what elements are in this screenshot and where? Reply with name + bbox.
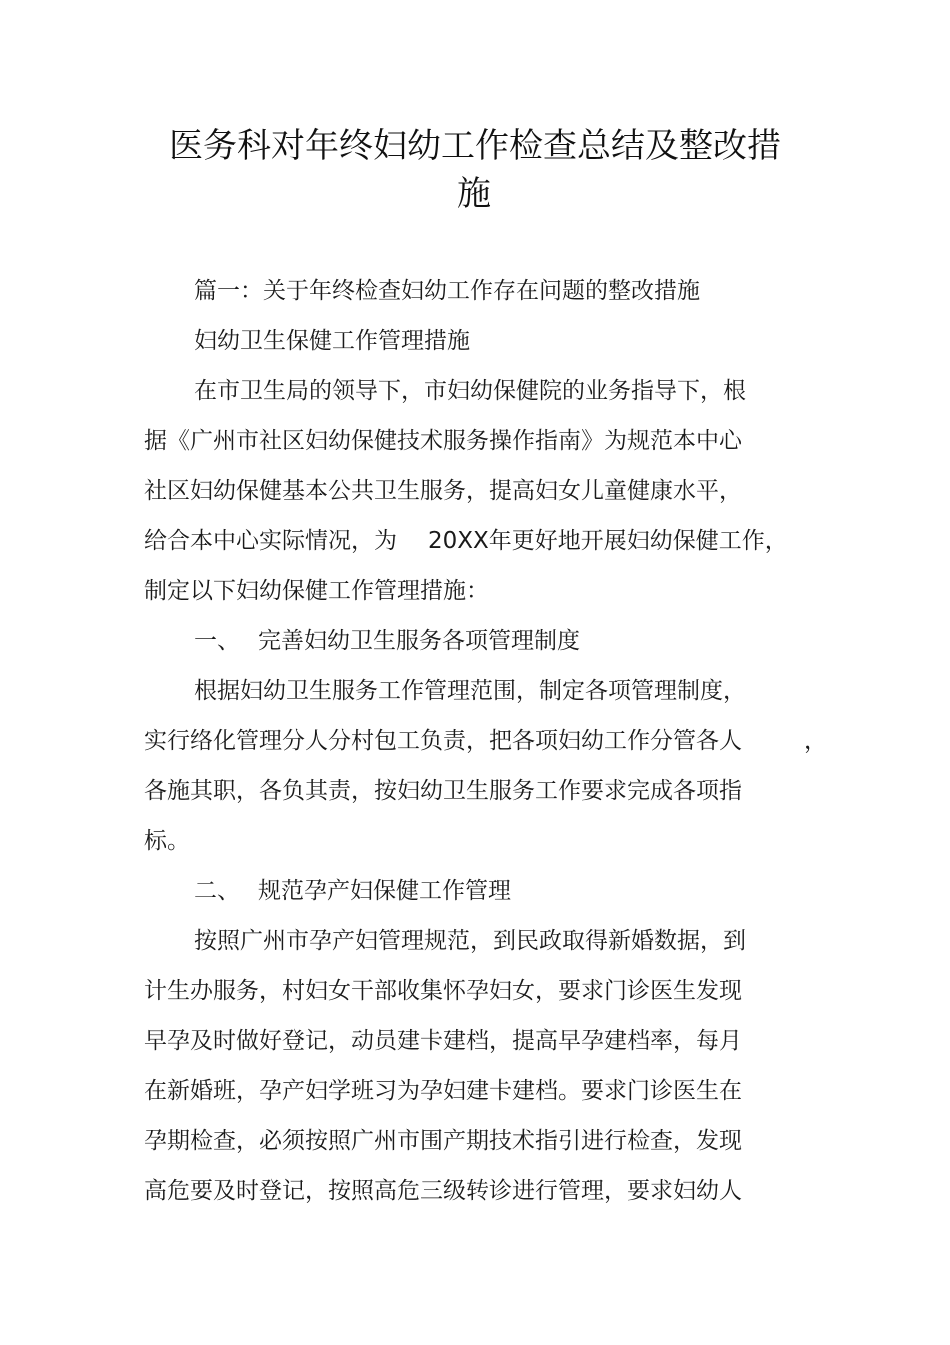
paragraph-text: 在市卫生局的领导下，市妇幼保健院的业务指导下，根	[194, 378, 746, 404]
paragraph-text: 各施其职，各负其责，按妇幼卫生服务工作要求完成各项指	[144, 778, 742, 804]
paragraph-text: 制定以下妇幼保健工作管理措施：	[144, 578, 489, 604]
paragraph-text: ，	[804, 728, 827, 754]
paragraph-text: 孕期检查，必须按照广州市围产期技术指引进行检查，发现	[144, 1128, 742, 1154]
section-heading-text: 篇一：关于年终检查妇幼工作存在问题的整改措施	[194, 278, 700, 304]
paragraph-text: 实行络化管理分人分村包工负责，把各项妇幼工作分管各人	[144, 728, 742, 754]
paragraph-text: 标。	[144, 828, 190, 854]
paragraph-text: 20XX年更好地开展妇幼保健工作，	[428, 528, 788, 554]
document-title-line-1: 医务科对年终妇幼工作检查总结及整改措	[169, 126, 781, 166]
paragraph-text: 高危要及时登记，按照高危三级转诊进行管理，要求妇幼人	[144, 1178, 742, 1204]
sub-heading-text: 妇幼卫生保健工作管理措施	[194, 328, 470, 354]
paragraph-text: 根据妇幼卫生服务工作管理范围，制定各项管理制度，	[194, 678, 746, 704]
paragraph-text: 早孕及时做好登记，动员建卡建档，提高早孕建档率，每月	[144, 1028, 742, 1054]
paragraph-text: 社区妇幼保健基本公共卫生服务，提高妇女儿童健康水平，	[144, 478, 742, 504]
list-item-number: 一、	[194, 628, 240, 654]
paragraph-text: 按照广州市孕产妇管理规范，到民政取得新婚数据，到	[194, 928, 746, 954]
title-continuation: 施	[457, 174, 491, 214]
list-item-text: 规范孕产妇保健工作管理	[258, 878, 511, 904]
list-item-number: 二、	[194, 878, 240, 904]
paragraph-text: 据《广州市社区妇幼保健技术服务操作指南》为规范本中心	[144, 428, 742, 454]
paragraph-text: 给合本中心实际情况，为	[144, 528, 397, 554]
list-item-text: 完善妇幼卫生服务各项管理制度	[258, 628, 580, 654]
paragraph-text: 在新婚班，孕产妇学班习为孕妇建卡建档。要求门诊医生在	[144, 1078, 742, 1104]
paragraph-text: 计生办服务，村妇女干部收集怀孕妇女，要求门诊医生发现	[144, 978, 742, 1004]
